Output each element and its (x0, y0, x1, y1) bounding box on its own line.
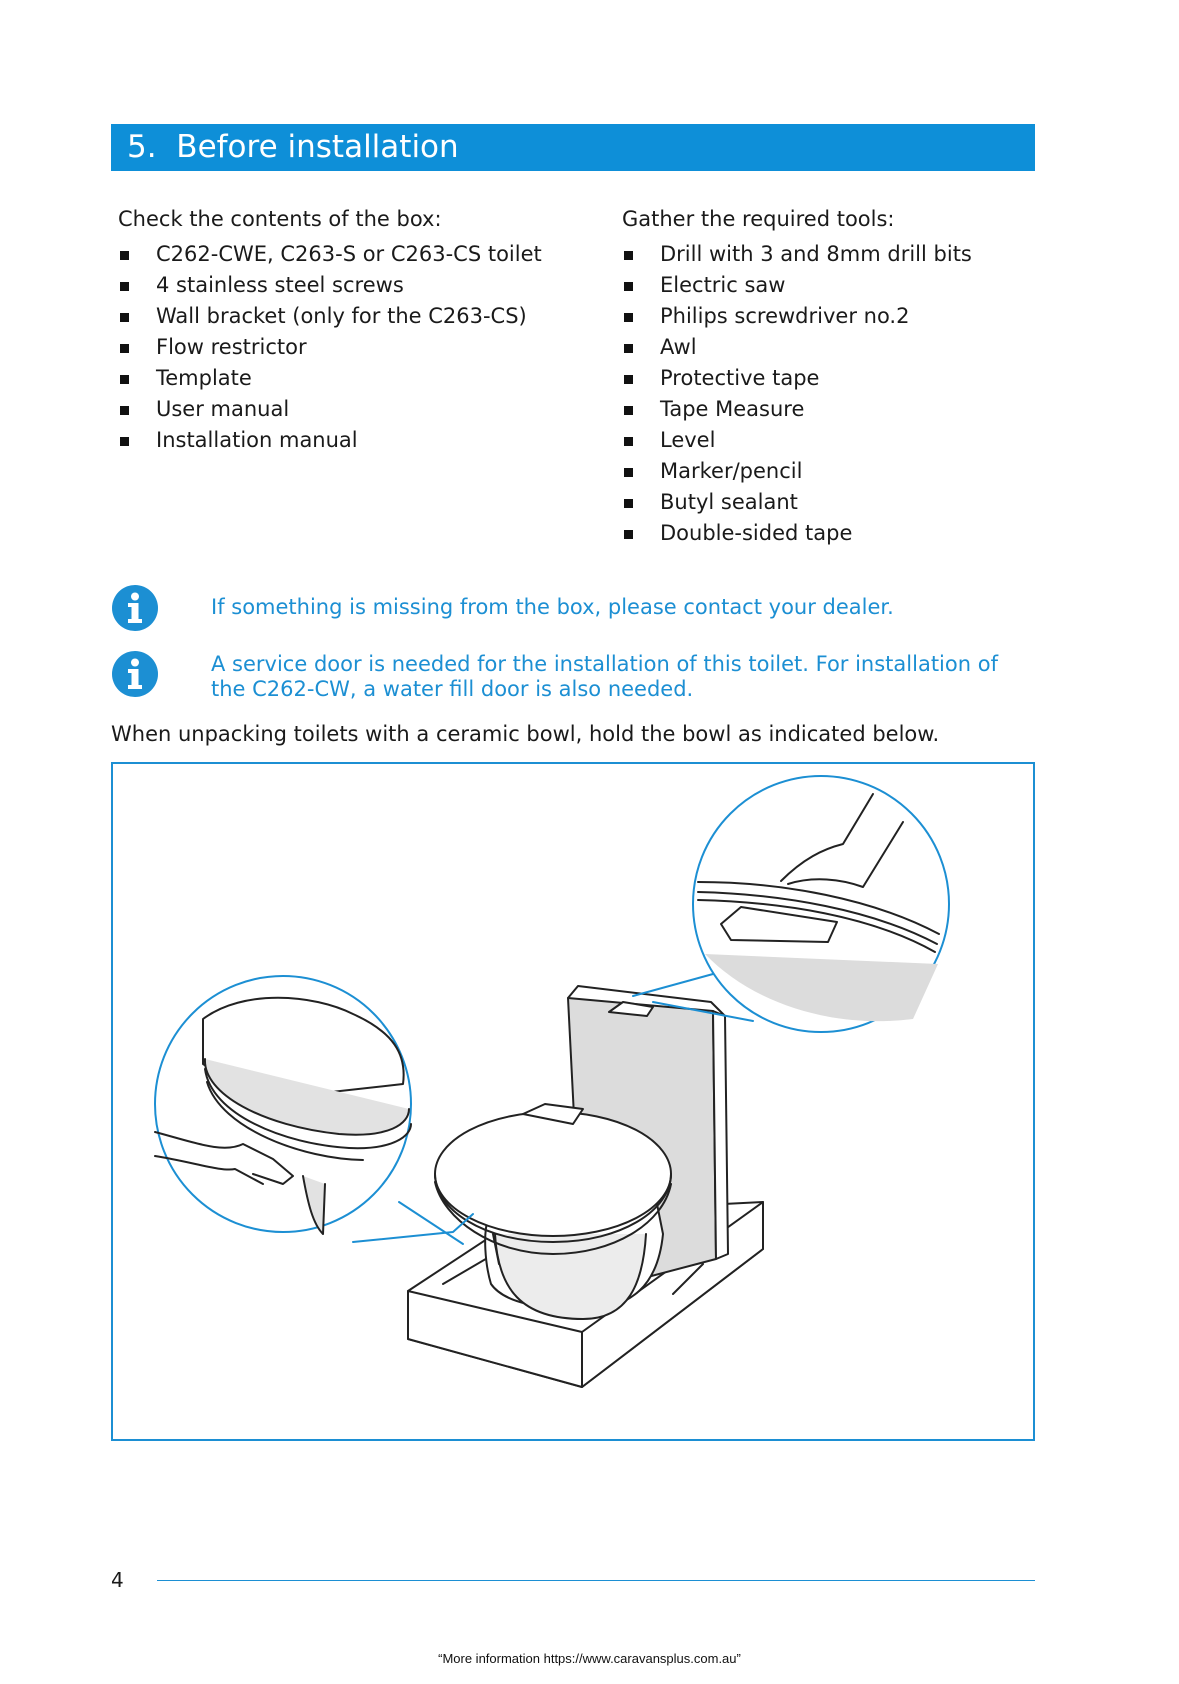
note-text: If something is missing from the box, please contact your dealer. (211, 595, 894, 619)
note-text: A service door is needed for the installation of this toilet. For installation of the C262-CW, a water fill door is also needed. (211, 652, 998, 701)
list-item: Philips screwdriver no.2 (622, 301, 1092, 332)
section-number: 5. (127, 129, 157, 165)
unpacking-instruction: When unpacking toilets with a ceramic bowl, hold the bowl as indicated below. (111, 722, 940, 746)
footer-rule (157, 1580, 1035, 1581)
list-item: Drill with 3 and 8mm drill bits (622, 239, 1092, 270)
page-number: 4 (111, 1568, 124, 1592)
footer-note: “More information https://www.caravansplus.com.au” (438, 1651, 741, 1666)
box-contents-heading: Check the contents of the box: (118, 207, 442, 231)
box-contents-list (118, 239, 588, 456)
list-item: Awl (622, 332, 1092, 363)
list-item: Wall bracket (only for the C263-CS) (118, 301, 588, 332)
list-item: C262-CWE, C263-S or C263-CS toilet (118, 239, 588, 270)
list-item: Level (622, 425, 1092, 456)
list-item: 4 stainless steel screws (118, 270, 588, 301)
list-item: Tape Measure (622, 394, 1092, 425)
tools-heading: Gather the required tools: (622, 207, 895, 231)
seal-detail-callout (693, 776, 949, 1032)
list-item: Marker/pencil (622, 456, 1092, 487)
list-item: Installation manual (118, 425, 588, 456)
list-item: Flow restrictor (118, 332, 588, 363)
info-icon (111, 650, 159, 698)
list-item: Protective tape (622, 363, 1092, 394)
list-item: Butyl sealant (622, 487, 1092, 518)
section-title: Before installation (176, 129, 459, 165)
box-contents-column (118, 203, 588, 456)
section-header (111, 124, 1035, 171)
list-item: Double-sided tape (622, 518, 1092, 549)
list-item: Template (118, 363, 588, 394)
tools-column (622, 203, 1092, 549)
unpacking-illustration (111, 762, 1035, 1441)
info-icon (111, 584, 159, 632)
list-item: User manual (118, 394, 588, 425)
bowl-grip-detail-callout (155, 976, 411, 1234)
toilet-in-box-drawing (113, 764, 1033, 1439)
tools-list (622, 239, 1092, 549)
list-item: Electric saw (622, 270, 1092, 301)
